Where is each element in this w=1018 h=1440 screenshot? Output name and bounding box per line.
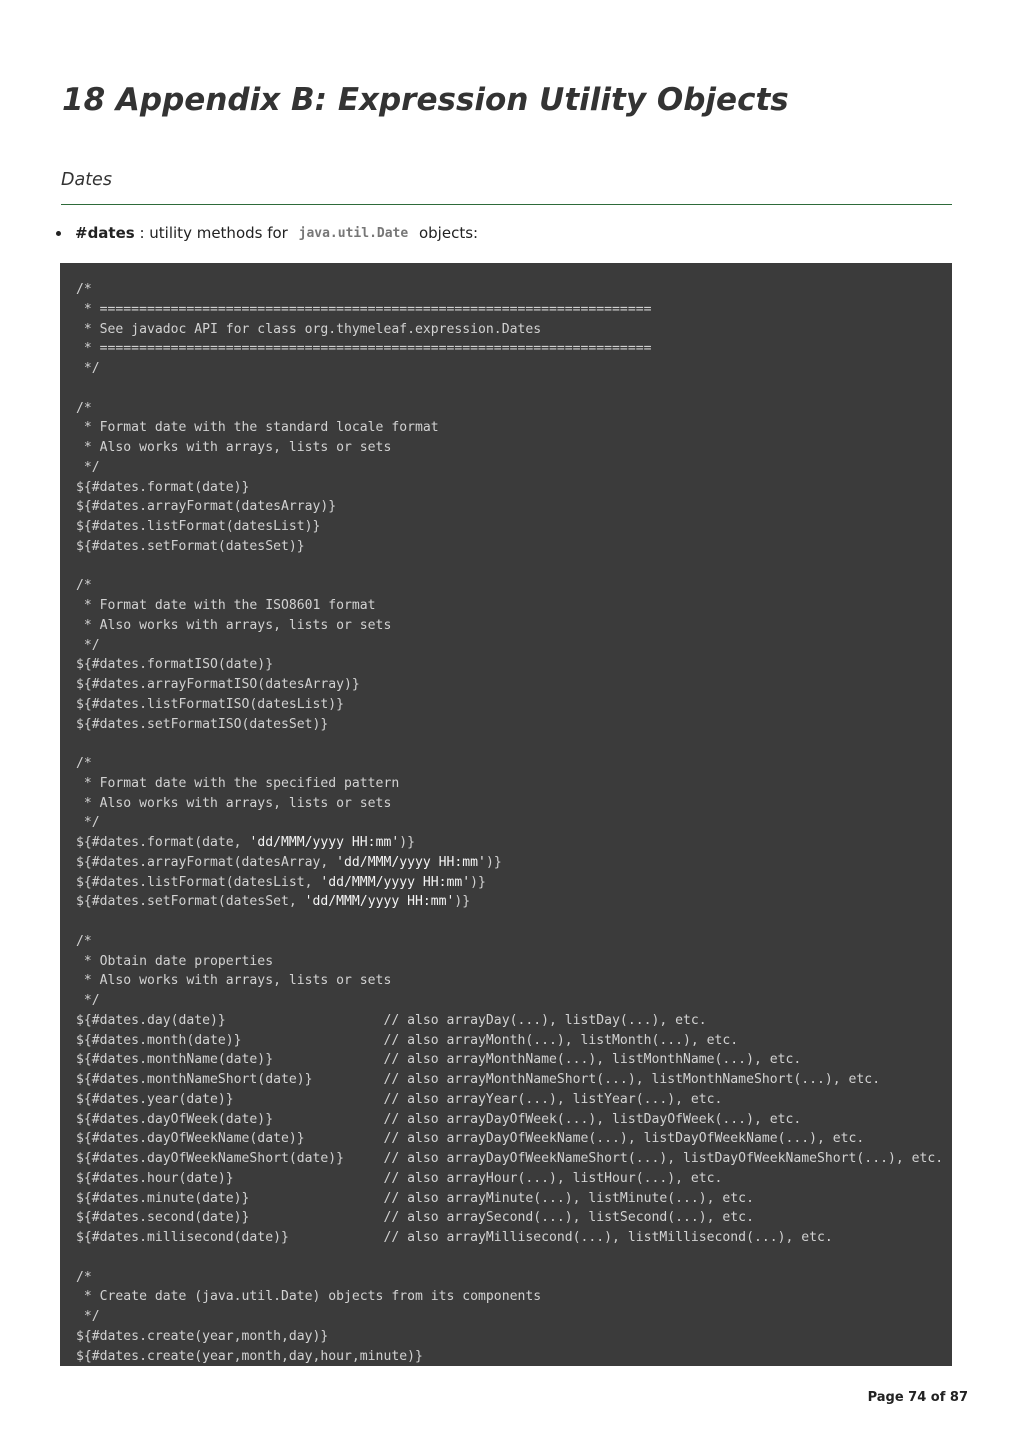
code-string-literal: 'dd/MMM/yyyy HH:mm' bbox=[336, 854, 486, 870]
code-line: ${#dates.formatISO(date)} bbox=[76, 657, 274, 673]
page-title: 18 Appendix B: Expression Utility Objects bbox=[62, 82, 789, 118]
code-line: */ bbox=[76, 815, 100, 831]
code-line: ${#dates.setFormat(datesSet)} bbox=[76, 538, 305, 554]
code-line: ${#dates.listFormat(datesList)} bbox=[76, 519, 321, 534]
code-line: ${#dates.create(year,month,day,hour,minute)} bbox=[76, 1348, 423, 1364]
code-line: * Also works with arrays, lists or sets bbox=[76, 973, 392, 989]
code-line: ${#dates.millisecond(date)} // also arrayMillisecond(...), listMillisecond(...), etc. bbox=[76, 1230, 833, 1245]
code-string-literal: 'dd/MMM/yyyy HH:mm' bbox=[320, 874, 471, 890]
code-string-literal: 'dd/MMM/yyyy HH:mm' bbox=[249, 835, 400, 850]
code-line: */ bbox=[76, 1309, 100, 1324]
code-line: ${#dates.month(date)} // also arrayMonth(...), listMonth(...), etc. bbox=[76, 1032, 739, 1048]
code-line: ${#dates.format(date)} bbox=[76, 479, 250, 495]
intro-object-name: #dates bbox=[75, 224, 135, 242]
code-line: * Also works with arrays, lists or sets bbox=[76, 440, 392, 455]
bullet-icon bbox=[56, 231, 61, 236]
code-line: ${#dates.hour(date)} // also arrayHour(...), listHour(...), etc. bbox=[76, 1170, 723, 1186]
code-line: * ====================================================================== bbox=[76, 301, 652, 317]
code-line: * Format date with the specified pattern bbox=[76, 775, 400, 791]
code-line: ${#dates.day(date)} // also arrayDay(...), listDay(...), etc. bbox=[76, 1012, 707, 1028]
code-line: * Format date with the standard locale format bbox=[76, 420, 439, 436]
code-line: ${#dates.setFormat(datesSet, 'dd/MMM/yyyy HH:mm')} bbox=[76, 894, 471, 910]
code-line: ${#dates.second(date)} // also arraySecond(...), listSecond(...), etc. bbox=[76, 1210, 754, 1226]
section-divider bbox=[61, 204, 952, 205]
code-line: /* bbox=[76, 1269, 92, 1285]
page-number: Page 74 of 87 bbox=[867, 1390, 968, 1405]
code-string-literal: 'dd/MMM/yyyy HH:mm' bbox=[304, 894, 455, 910]
code-line: ${#dates.listFormat(datesList, 'dd/MMM/yyyy HH:mm')} bbox=[76, 874, 486, 890]
code-line: * Also works with arrays, lists or sets bbox=[76, 795, 392, 811]
code-line: */ bbox=[76, 459, 100, 475]
code-line: * Format date with the ISO8601 format bbox=[76, 598, 376, 613]
code-line: * See javadoc API for class org.thymeleaf.expression.Dates bbox=[76, 321, 542, 337]
intro-text-before: : utility methods for bbox=[134, 224, 293, 242]
code-line: /* bbox=[76, 400, 92, 416]
code-block bbox=[60, 263, 952, 1366]
intro-inline-code: java.util.Date bbox=[298, 225, 409, 241]
code-line: ${#dates.arrayFormat(datesArray)} bbox=[76, 499, 337, 515]
code-line: /* bbox=[76, 578, 92, 594]
code-line: * Also works with arrays, lists or sets bbox=[76, 617, 392, 633]
code-line: ${#dates.arrayFormat(datesArray, 'dd/MMM/yyyy HH:mm')} bbox=[76, 854, 502, 870]
intro-text-after: objects: bbox=[414, 224, 479, 242]
code-listing bbox=[76, 280, 943, 1366]
code-line: * Obtain date properties bbox=[76, 953, 274, 969]
code-line: */ bbox=[76, 637, 100, 653]
code-line: ${#dates.arrayFormatISO(datesArray)} bbox=[76, 677, 360, 692]
code-line: ${#dates.minute(date)} // also arrayMinute(...), listMinute(...), etc. bbox=[76, 1190, 754, 1206]
code-line: /* bbox=[76, 282, 92, 297]
code-line: ${#dates.dayOfWeekName(date)} // also arrayDayOfWeekName(...), listDayOfWeekName(...), etc. bbox=[76, 1131, 865, 1147]
code-line: * Create date (java.util.Date) objects from its components bbox=[76, 1289, 542, 1305]
code-line: */ bbox=[76, 361, 100, 376]
code-line: ${#dates.dayOfWeek(date)} // also arrayDayOfWeek(...), listDayOfWeek(...), etc. bbox=[76, 1111, 802, 1127]
code-line: /* bbox=[76, 933, 92, 949]
code-line: ${#dates.setFormatISO(datesSet)} bbox=[76, 716, 329, 732]
code-line: /* bbox=[76, 756, 92, 771]
code-line: ${#dates.monthName(date)} // also arrayMonthName(...), listMonthName(...), etc. bbox=[76, 1052, 802, 1068]
code-line: ${#dates.create(year,month,day)} bbox=[76, 1328, 329, 1344]
code-line: ${#dates.dayOfWeekNameShort(date)} // also arrayDayOfWeekNameShort(...), listDayOfWeekNameShort(...), etc. bbox=[76, 1151, 944, 1166]
intro-bullet bbox=[56, 222, 478, 244]
code-line: */ bbox=[76, 993, 100, 1008]
code-line: ${#dates.format(date, 'dd/MMM/yyyy HH:mm')} bbox=[76, 835, 415, 850]
section-title: Dates bbox=[61, 170, 112, 190]
code-line: * ====================================================================== bbox=[76, 341, 652, 357]
code-line: ${#dates.year(date)} // also arrayYear(...), listYear(...), etc. bbox=[76, 1091, 723, 1107]
code-line: ${#dates.monthNameShort(date)} // also arrayMonthNameShort(...), listMonthNameShort(...), etc. bbox=[76, 1072, 881, 1087]
code-line: ${#dates.listFormatISO(datesList)} bbox=[76, 696, 345, 712]
